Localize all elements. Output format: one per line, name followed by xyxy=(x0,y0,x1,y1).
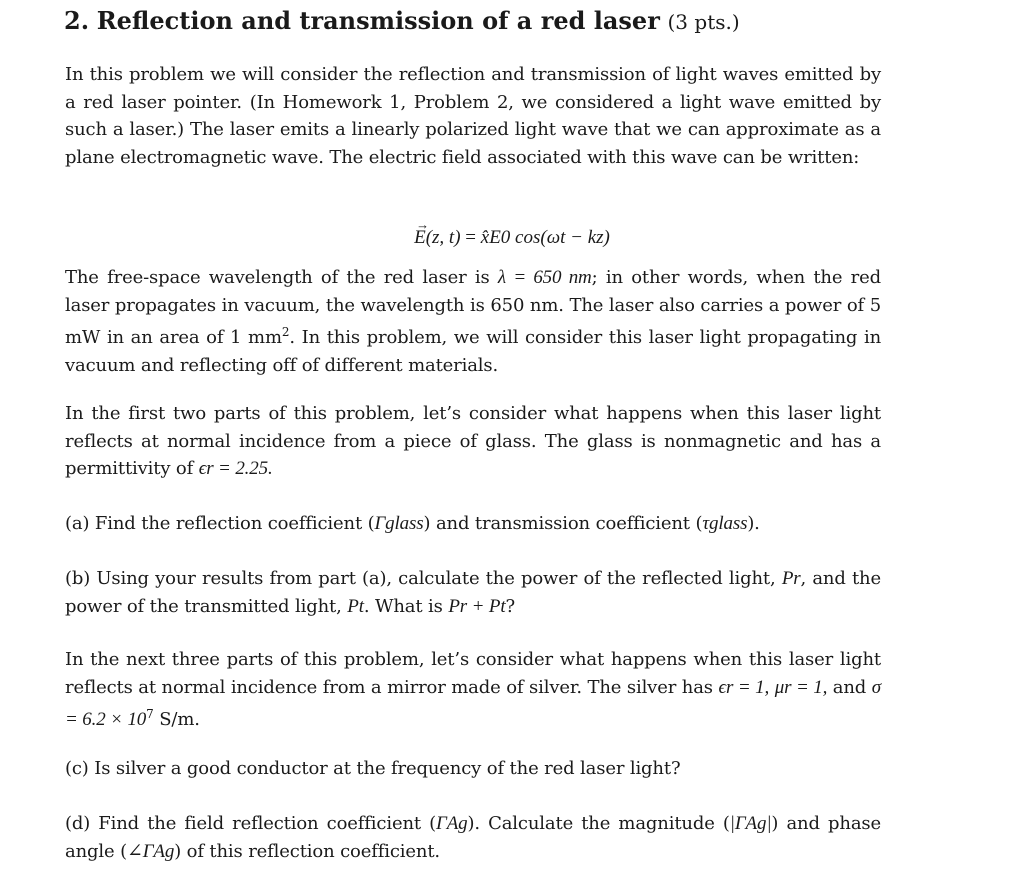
glass-permittivity: ϵr = 2.25. xyxy=(198,458,273,479)
part-a-label: (a) xyxy=(65,513,90,534)
part-d-text-3: ) and phase angle ( xyxy=(65,813,881,862)
part-d-text-1: Find the field reflection coefficient ( xyxy=(98,813,437,834)
intro-paragraph xyxy=(65,61,881,171)
gamma-ag-phase: ∠ΓAg xyxy=(126,840,175,862)
problem-heading xyxy=(64,6,964,37)
part-a-text-2: ) and transmission coefficient ( xyxy=(423,513,703,534)
part-b-label: (b) xyxy=(65,568,91,589)
intro-text: In this problem we will consider the reflection and transmission of light waves emitted by a red laser pointer. (In Homework 1, Problem 2, we considered a light wave emitted by such a laser.) The laser emits a linearly polarized light wave that we can approximate as a plane electromagnetic wave. The electric field associated with this wave can be written: xyxy=(65,64,881,168)
silver-permeability: μr = 1, xyxy=(774,676,828,698)
conductivity-units: S/m. xyxy=(153,709,200,730)
electric-field-equation: → E(z, t) = x̂E0 cos(ωt − kz) xyxy=(0,224,1024,252)
part-a-text-3: ). xyxy=(747,513,760,534)
silver-intro-text: In the next three parts of this problem, let’s consider what happens when this laser light reflects at normal incidence from a mirror made of silver. The silver has xyxy=(65,649,881,698)
part-d-text-2: ). Calculate the magnitude ( xyxy=(467,813,730,834)
power-reflected: Pr xyxy=(781,568,801,589)
wavelength-text-2: ; in other words, when the red laser propagates in vacuum, the wavelength is 650 nm. The laser also carries a power of 5 mW in an area of 1 mm xyxy=(65,267,882,348)
part-b-text-4: ? xyxy=(505,595,515,617)
part-b-text-3: . What is xyxy=(363,595,449,617)
equation-lhs: → E(z, t) xyxy=(414,224,460,252)
part-b xyxy=(65,565,881,620)
part-c xyxy=(65,755,881,783)
silver-intro-paragraph xyxy=(65,646,881,734)
problem-title: Reflection and transmission of a red laser xyxy=(96,6,660,35)
part-c-label: (c) xyxy=(65,758,89,779)
part-d xyxy=(65,810,881,865)
tau-glass: τglass xyxy=(702,513,748,534)
part-d-label: (d) xyxy=(65,813,91,834)
part-d-text-4: ) of this reflection coefficient. xyxy=(174,840,440,862)
part-b-text-1: Using your results from part (a), calculate the power of the reflected light, xyxy=(96,568,782,589)
silver-conductivity: σ = 6.2 × 10 xyxy=(65,676,882,730)
gamma-ag-magnitude: |ΓAg| xyxy=(729,813,772,834)
wavelength-text-1: The free-space wavelength of the red laser is xyxy=(65,267,498,288)
wavelength-text-3: . In this problem, we will consider this laser light propagating in vacuum and reflecting off of different materials. xyxy=(65,327,882,376)
wavelength-paragraph: The free-space wavelength of the red laser is λ = 650 nm; in other words, when the red laser propagates in vacuum, the wavelength is 650 nm. The laser also carries a power of 5 mW in an area of 1 $mm^2$. In this problem, we will consider this laser light propagating in vacuum and reflecting off of different materials. xyxy=(65,267,882,376)
power-transmitted: Pt xyxy=(347,595,364,617)
lambda-value: λ = 650 nm xyxy=(497,267,592,288)
glass-intro-text: In the first two parts of this problem, let’s consider what happens when this laser light reflects at normal incidence from a piece of glass. The glass is nonmagnetic and has a permittivity of xyxy=(65,403,881,479)
glass-intro-paragraph xyxy=(65,400,881,483)
silver-and: and xyxy=(827,676,872,698)
gamma-glass: Γglass xyxy=(374,513,424,534)
power-sum: Pr + Pt xyxy=(448,595,506,617)
part-a-text-1: Find the reflection coefficient ( xyxy=(94,513,375,534)
problem-points: (3 pts.) xyxy=(667,10,740,34)
equation-rhs: x̂E0 cos(ωt − kz) xyxy=(480,227,610,248)
part-a xyxy=(65,510,881,538)
silver-permittivity: ϵr = 1, xyxy=(718,676,770,698)
part-c-text: Is silver a good conductor at the frequency of the red laser light? xyxy=(94,758,681,779)
conductivity-exponent: 7 xyxy=(146,707,154,721)
problem-number: 2. xyxy=(64,6,90,35)
part-b-text-2: , and the power of the transmitted light, xyxy=(65,568,881,617)
gamma-ag: ΓAg xyxy=(436,813,468,834)
